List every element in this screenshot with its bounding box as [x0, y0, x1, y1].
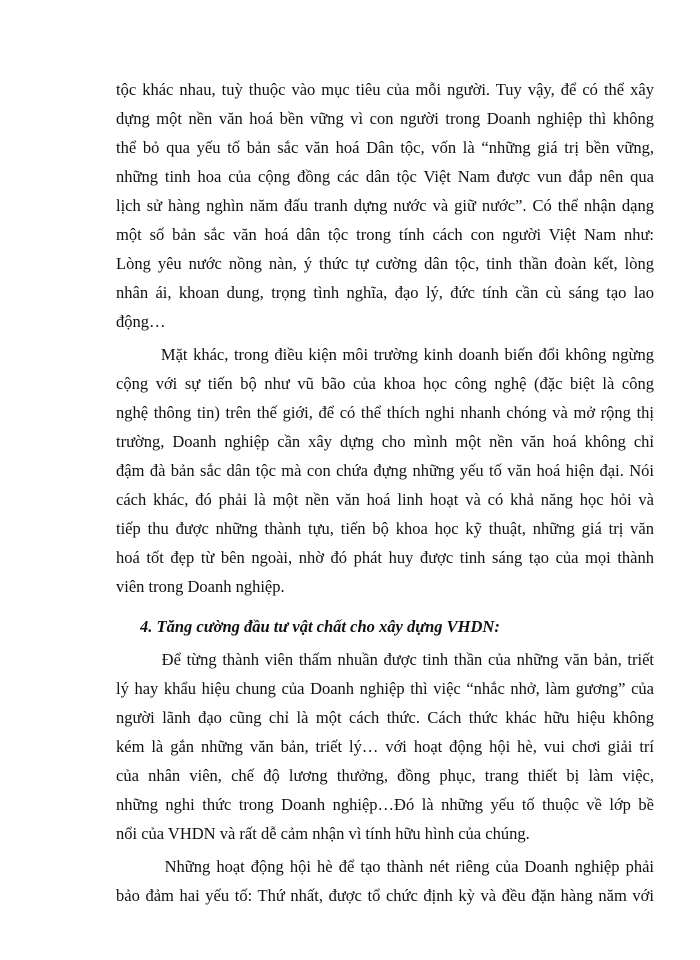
paragraph-1-line-3: thể bỏ qua yếu tố bản sắc văn hoá Dân tộc, vốn là “những giá trị bền vững, — [116, 138, 654, 157]
paragraph-2-line-1: Mặt khác, trong điều kiện môi trường kinh doanh biến đổi không ngừng — [116, 345, 654, 364]
paragraph-1-line-8: nhân ái, khoan dung, trọng tình nghĩa, đạo lý, đức tính cần cù sáng tạo lao — [116, 283, 654, 302]
paragraph-1-line-7: Lòng yêu nước nồng nàn, ý thức tự cường dân tộc, tinh thần đoàn kết, lòng — [116, 254, 654, 273]
paragraph-4-line-2: bảo đảm hai yếu tố: Thứ nhất, được tổ chức định kỳ và đều đặn hàng năm với — [116, 886, 654, 905]
paragraph-2-line-7: tiếp thu được những thành tựu, tiến bộ khoa học kỹ thuật, những giá trị văn — [116, 519, 654, 538]
paragraph-1-line-9: động… — [116, 312, 166, 331]
paragraph-3-line-4: kém là gắn những văn bản, triết lý… với hoạt động hội hè, vui chơi giải trí — [116, 737, 654, 756]
paragraph-3-line-6: những nghi thức trong Doanh nghiệp…Đó là những yếu tố thuộc về lớp bề — [116, 795, 654, 814]
paragraph-2-line-6: cách khác, đó phải là một nền văn hoá linh hoạt và có khả năng học hỏi và — [116, 490, 654, 509]
paragraph-2-line-3: nghệ thông tin) trên thế giới, để có thể thích nghi nhanh chóng và mở rộng thị — [116, 403, 654, 422]
paragraph-3-line-1: Để từng thành viên thấm nhuần được tinh thần của những văn bản, triết — [116, 650, 654, 669]
section-heading: 4. Tăng cường đầu tư vật chất cho xây dựng VHDN: — [140, 617, 500, 636]
paragraph-1-line-4: những tinh hoa của cộng đồng các dân tộc Việt Nam được vun đắp nên qua — [116, 167, 654, 186]
paragraph-2-line-2: cộng với sự tiến bộ như vũ bão của khoa học công nghệ (đặc biệt là công — [116, 374, 654, 393]
paragraph-1-line-5: lịch sử hàng nghìn năm đấu tranh dựng nước và giữ nước”. Có thể nhận dạng — [116, 196, 654, 215]
paragraph-3-line-7: nổi của VHDN và rất dễ cảm nhận vì tính hữu hình của chúng. — [116, 824, 530, 843]
paragraph-3-line-2: lý hay khẩu hiệu chung của Doanh nghiệp thì việc “nhắc nhở, làm gương” của — [116, 679, 654, 698]
paragraph-2-line-9: viên trong Doanh nghiệp. — [116, 577, 285, 596]
paragraph-2-line-4: trường, Doanh nghiệp cần xây dựng cho mình một nền văn hoá không chỉ — [116, 432, 654, 451]
paragraph-1-line-1: tộc khác nhau, tuỳ thuộc vào mục tiêu của mỗi người. Tuy vậy, để có thể xây — [116, 80, 654, 99]
paragraph-2-line-5: đậm đà bản sắc dân tộc mà con chứa đựng những yếu tố văn hoá hiện đại. Nói — [116, 461, 654, 480]
paragraph-3-line-3: người lãnh đạo cũng chỉ là một cách thức. Cách thức khác hữu hiệu không — [116, 708, 654, 727]
paragraph-4-line-1: Những hoạt động hội hè để tạo thành nét riêng của Doanh nghiệp phải — [116, 857, 654, 876]
paragraph-1-line-2: dựng một nền văn hoá bền vững vì con người trong Doanh nghiệp thì không — [116, 109, 654, 128]
paragraph-3-line-5: của nhân viên, chế độ lương thưởng, đồng phục, trang thiết bị làm việc, — [116, 766, 654, 785]
paragraph-2-line-8: hoá tốt đẹp từ bên ngoài, nhờ đó phát huy được tinh sáng tạo của mọi thành — [116, 548, 654, 567]
paragraph-1-line-6: một số bản sắc văn hoá dân tộc trong tính cách con người Việt Nam như: — [116, 225, 654, 244]
